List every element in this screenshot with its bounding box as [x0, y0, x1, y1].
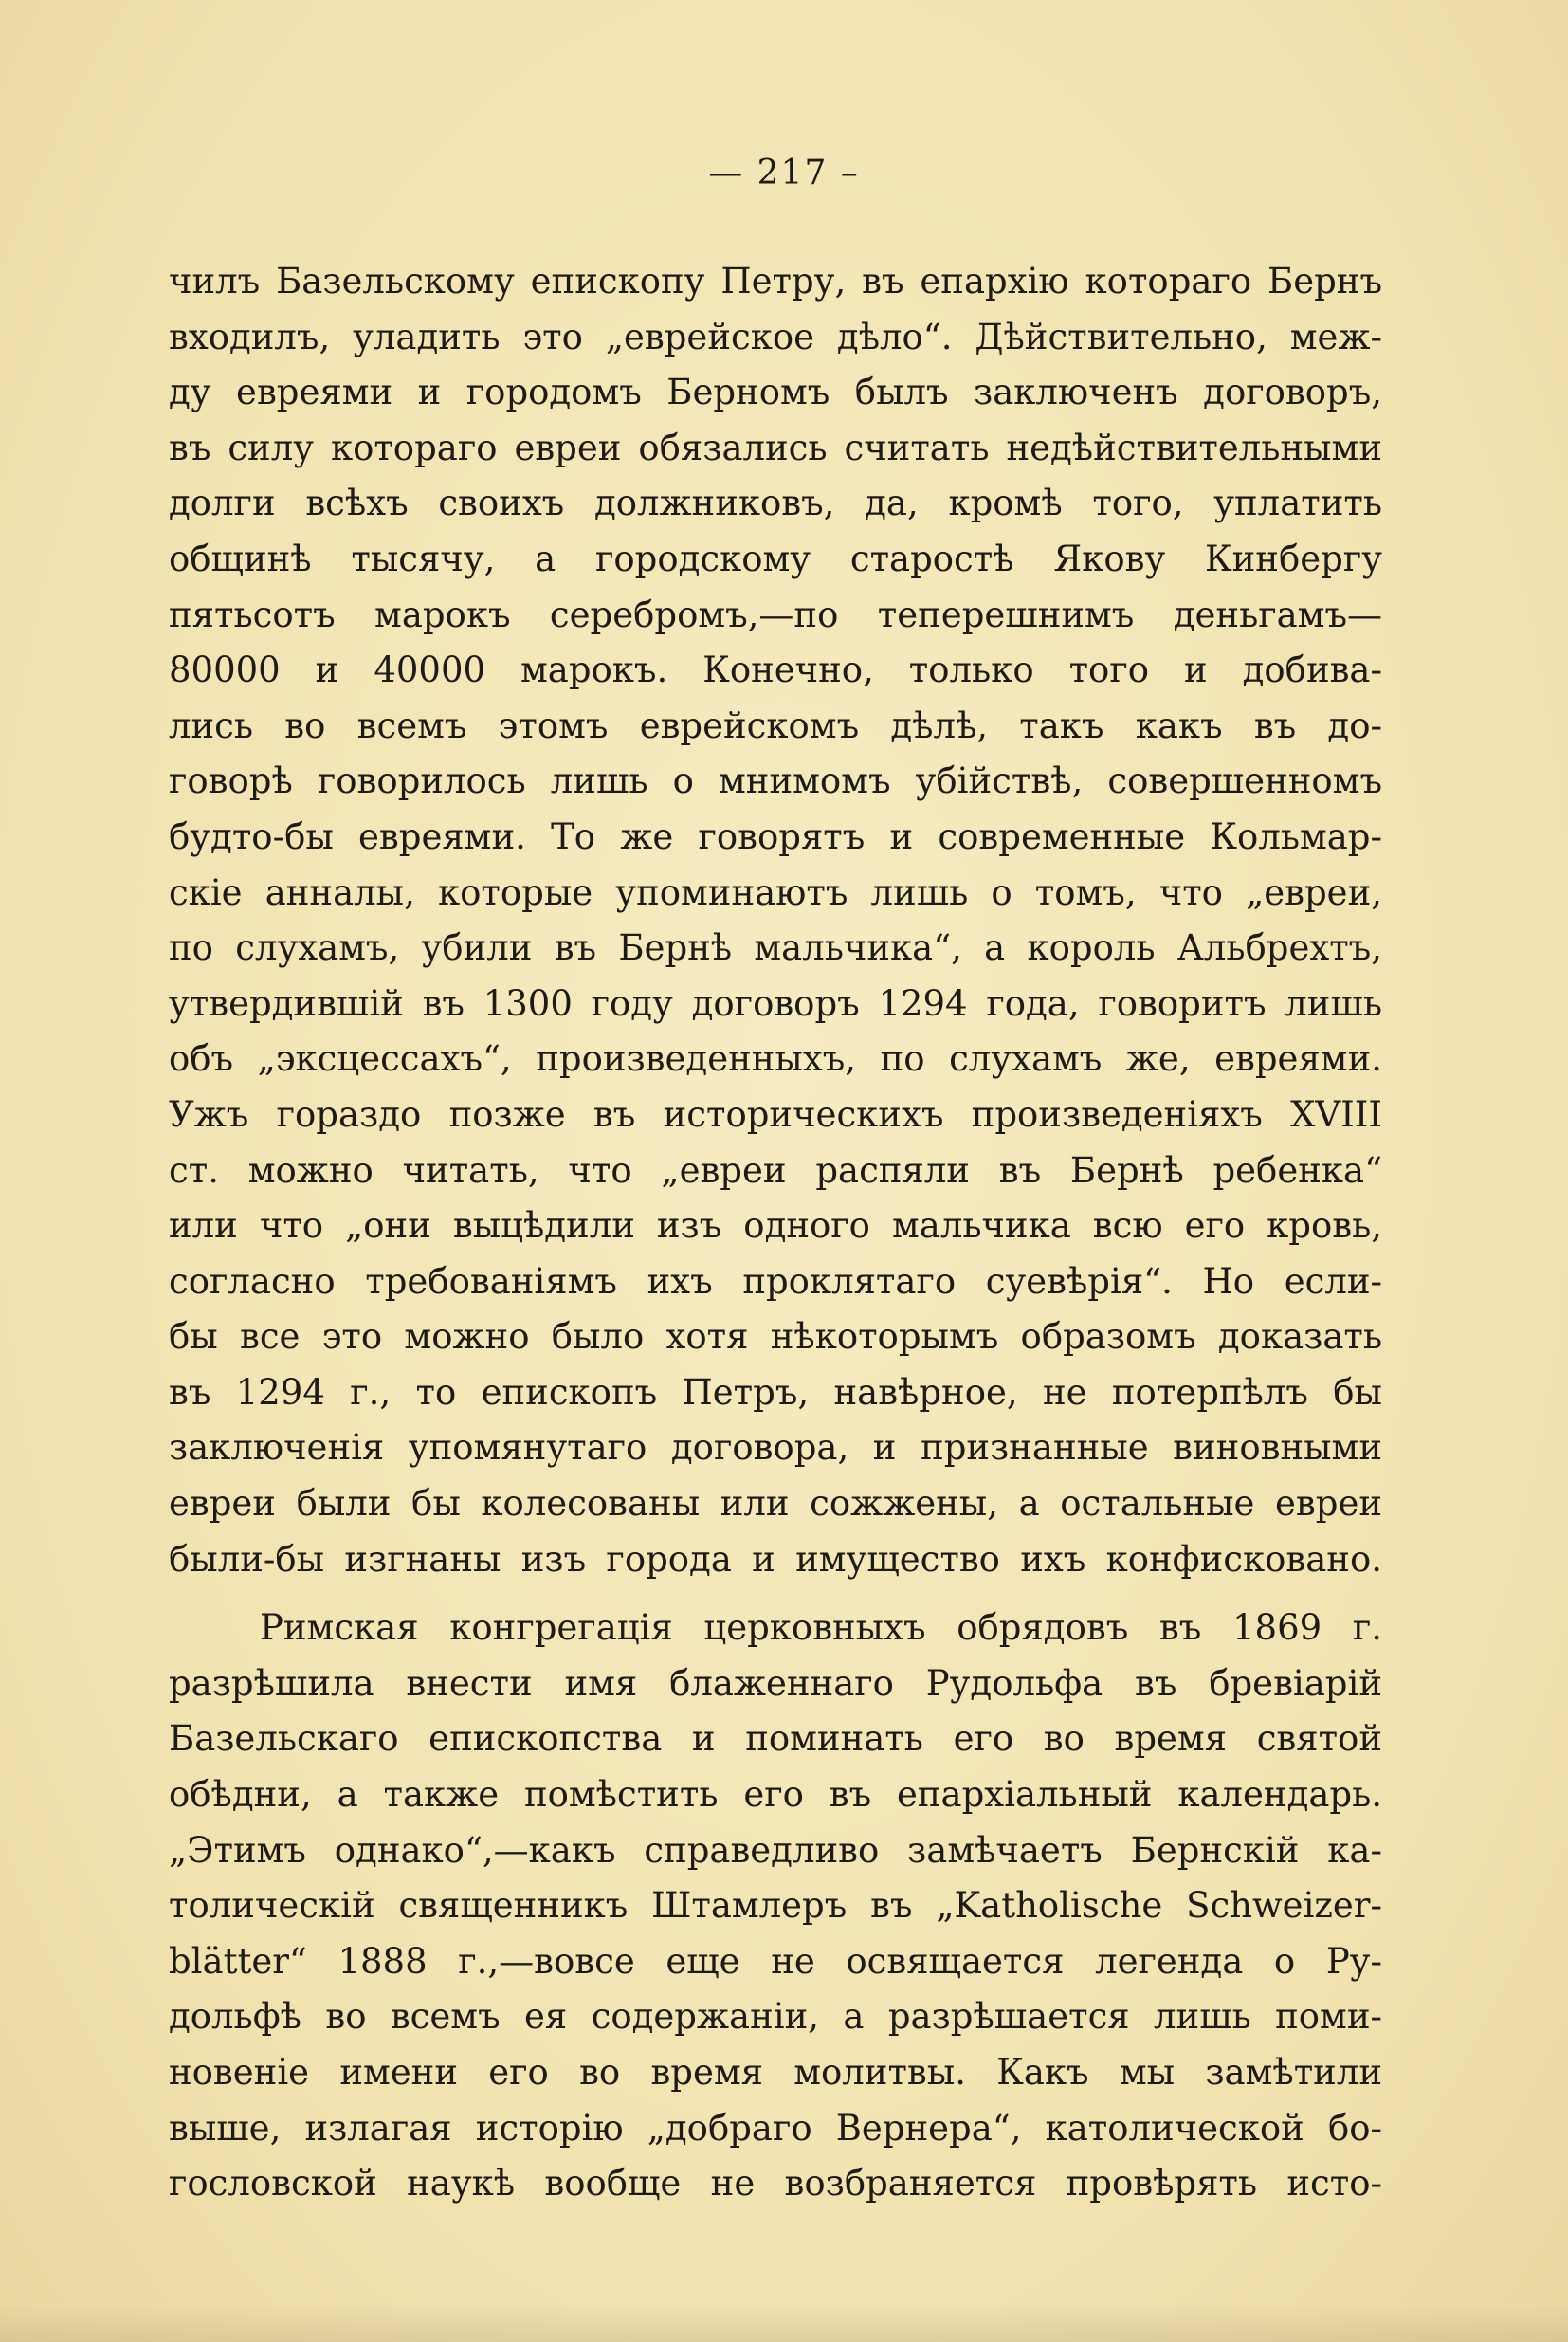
- text-line: объ „эксцессахъ“, произведенныхъ, по слухамъ же, евреями.: [169, 1038, 1382, 1080]
- text-line: входилъ, уладить это „еврейское дѣло“. Дѣйствительно, меж-: [169, 316, 1382, 357]
- text-line: ду евреями и городомъ Берномъ былъ заключенъ договоръ,: [169, 372, 1382, 413]
- text-line: долги всѣхъ своихъ должниковъ, да, кромѣ того, уплатить: [169, 483, 1382, 524]
- text-line: ст. можно читать, что „евреи распяли въ Бернѣ ребенка“: [169, 1149, 1382, 1191]
- page-edge-shadow: [0, 2304, 1568, 2342]
- text-line: по слухамъ, убили въ Бернѣ мальчика“, а король Альбрехтъ,: [169, 927, 1382, 969]
- text-line: Базельскаго епископства и поминать его во время святой: [169, 1718, 1382, 1760]
- text-line: толическій священникъ Штамлеръ въ „Katholische Schweizer-: [169, 1885, 1382, 1927]
- text-line: въ 1294 г., то епископъ Петръ, навѣрное, не потерпѣлъ бы: [169, 1371, 1382, 1413]
- text-line: говорѣ говорилось лишь о мнимомъ убійствѣ, совершенномъ: [169, 760, 1382, 802]
- text-line: общинѣ тысячу, а городскому старостѣ Якову Кинбергу: [169, 538, 1382, 579]
- body-text: [169, 254, 1382, 2212]
- paragraph-1: [169, 254, 1382, 1587]
- text-line: 80000 и 40000 марокъ. Конечно, только того и добива-: [169, 650, 1382, 691]
- text-line: „Этимъ однако“,—какъ справедливо замѣчаетъ Бернскій ка-: [169, 1829, 1382, 1871]
- text-line: заключенія упомянутаго договора, и признанные виновными: [169, 1427, 1382, 1469]
- text-line: евреи были бы колесованы или сожжены, а остальные евреи: [169, 1483, 1382, 1525]
- text-line: разрѣшила внести имя блаженнаго Рудольфа въ бревіарій: [169, 1662, 1382, 1704]
- text-line: въ силу котораго евреи обязались считать недѣйствительными: [169, 427, 1382, 468]
- text-line: согласно требованіямъ ихъ проклятаго суевѣрія“. Но если-: [169, 1260, 1382, 1302]
- text-line: скіе анналы, которые упоминаютъ лишь о томъ, что „евреи,: [169, 871, 1382, 913]
- text-line: были-бы изгнаны изъ города и имущество ихъ конфисковано.: [169, 1538, 1382, 1580]
- text-line: обѣдни, а также помѣстить его въ епархіальный календарь.: [169, 1774, 1382, 1816]
- text-line: пятьсотъ марокъ серебромъ,—по теперешнимъ деньгамъ—: [169, 594, 1382, 635]
- text-line: Римская конгрегація церковныхъ обрядовъ въ 1869 г.: [260, 1607, 1382, 1649]
- text-line: Ужъ гораздо позже въ историческихъ произведеніяхъ XVIII: [169, 1093, 1382, 1135]
- paragraph-gap: [169, 1587, 1382, 1601]
- text-line: гословской наукѣ вообще не возбраняется провѣрять исто-: [169, 2163, 1382, 2205]
- text-line: чилъ Базельскому епископу Петру, въ епархію котораго Бернъ: [169, 261, 1382, 302]
- text-line: или что „они выцѣдили изъ одного мальчика всю его кровь,: [169, 1205, 1382, 1247]
- page-number: — 217 –: [708, 154, 860, 192]
- text-line: blätter“ 1888 г.,—вовсе еще не освящается легенда о Ру-: [169, 1940, 1382, 1982]
- text-line: утвердившій въ 1300 году договоръ 1294 года, говоритъ лишь: [169, 982, 1382, 1024]
- text-line: выше, излагая исторію „добраго Вернера“, католической бо-: [169, 2107, 1382, 2149]
- text-line: лись во всемъ этомъ еврейскомъ дѣлѣ, такъ какъ въ до-: [169, 704, 1382, 746]
- paragraph-2: [169, 1601, 1382, 2212]
- text-line: новеніе имени его во время молитвы. Какъ мы замѣтили: [169, 2052, 1382, 2093]
- text-line: дольфѣ во всемъ ея содержаніи, а разрѣшается лишь поми-: [169, 1996, 1382, 2038]
- text-line: будто-бы евреями. То же говорятъ и современные Кольмар-: [169, 815, 1382, 857]
- text-line: бы все это можно было хотя нѣкоторымъ образомъ доказать: [169, 1316, 1382, 1358]
